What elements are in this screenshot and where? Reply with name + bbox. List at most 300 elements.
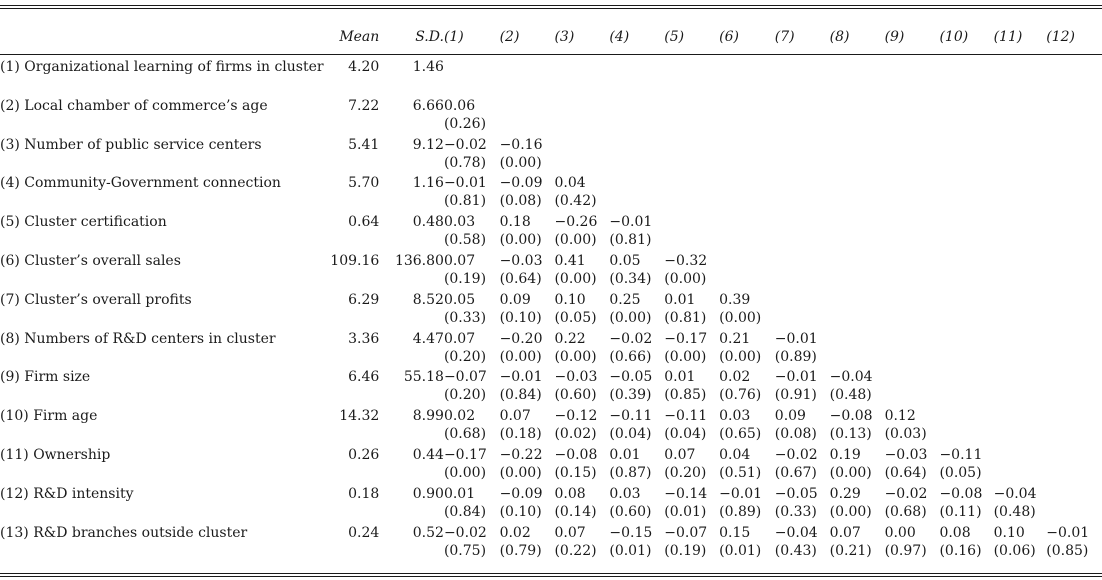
correlation-cell <box>1046 213 1102 252</box>
table-row <box>0 213 1102 252</box>
p-value: (0.02) <box>554 426 597 443</box>
correlation-coefficient: 0.06 <box>443 97 476 114</box>
correlation-cell <box>500 252 555 291</box>
correlation-cell <box>554 252 609 291</box>
p-value: (0.20) <box>443 387 487 404</box>
correlation-cell <box>719 58 775 97</box>
correlation-cell <box>664 291 719 330</box>
p-value: (0.11) <box>939 503 982 520</box>
correlation-cell <box>444 368 500 407</box>
header-col-4: (4) <box>609 29 630 45</box>
p-value: (0.21) <box>829 542 872 559</box>
header-variable <box>0 28 324 54</box>
correlation-cell <box>1046 291 1102 330</box>
p-value: (0.03) <box>884 426 927 443</box>
correlation-coefficient: −0.01 <box>443 175 487 192</box>
correlation-coefficient: 0.18 <box>499 214 531 231</box>
correlation-coefficient: −0.04 <box>829 369 873 386</box>
p-value: (0.33) <box>774 503 817 520</box>
correlation-coefficient: 0.09 <box>499 291 531 308</box>
correlation-cell <box>609 446 664 485</box>
p-value: (0.19) <box>443 270 487 287</box>
p-value: (0.78) <box>443 154 487 171</box>
correlation-cell <box>775 136 830 175</box>
p-value: (0.81) <box>664 309 707 326</box>
p-value: (0.43) <box>774 542 817 559</box>
correlation-cell <box>500 524 555 563</box>
table-row <box>0 524 1102 563</box>
sd-value: 8.52 <box>412 291 444 308</box>
correlation-cell <box>719 485 775 524</box>
correlation-cell <box>775 407 830 446</box>
p-value: (0.00) <box>499 464 542 481</box>
p-value: (0.01) <box>609 542 652 559</box>
correlation-coefficient: −0.02 <box>774 446 818 463</box>
p-value: (0.75) <box>443 542 487 559</box>
p-value: (0.00) <box>609 309 652 326</box>
correlation-coefficient: 0.00 <box>884 524 916 541</box>
sd-value: 1.16 <box>412 175 444 192</box>
correlation-cell <box>830 97 885 136</box>
top-rule <box>0 5 1102 6</box>
header-mean: Mean <box>339 29 380 45</box>
header-col-3: (3) <box>554 29 575 45</box>
correlation-cell <box>719 97 775 136</box>
correlation-cell <box>500 368 555 407</box>
correlation-cell <box>830 58 885 97</box>
mean-value: 3.36 <box>348 330 380 347</box>
correlation-coefficient: −0.11 <box>939 446 983 463</box>
correlation-cell <box>500 58 555 97</box>
correlation-cell <box>664 407 719 446</box>
correlation-cell <box>719 524 775 563</box>
p-value: (0.00) <box>554 270 597 287</box>
correlation-coefficient: 0.09 <box>774 408 806 425</box>
correlation-cell <box>1046 136 1102 175</box>
p-value: (0.04) <box>609 426 652 443</box>
p-value: (0.06) <box>993 542 1036 559</box>
table-row <box>0 446 1102 485</box>
variable-label: (6) Cluster’s overall sales <box>0 252 181 269</box>
p-value: (0.01) <box>719 542 762 559</box>
correlation-cell <box>994 524 1047 563</box>
p-value: (0.00) <box>664 270 707 287</box>
correlation-coefficient: −0.09 <box>499 175 543 192</box>
p-value: (0.00) <box>443 464 487 481</box>
p-value: (0.65) <box>719 426 762 443</box>
variable-label: (5) Cluster certification <box>0 214 167 231</box>
correlation-cell <box>994 174 1047 213</box>
p-value: (0.51) <box>719 464 762 481</box>
correlation-cell <box>775 174 830 213</box>
p-value: (0.20) <box>664 464 707 481</box>
header-col-12: (12) <box>1046 29 1075 45</box>
p-value: (0.91) <box>774 387 817 404</box>
correlation-cell <box>939 485 993 524</box>
p-value: (0.81) <box>443 193 487 210</box>
top-rule-inner <box>0 8 1102 9</box>
correlation-cell <box>664 136 719 175</box>
correlation-cell <box>554 136 609 175</box>
correlation-cell <box>609 58 664 97</box>
variable-label: (10) Firm age <box>0 408 98 425</box>
sd-value: 0.48 <box>412 214 444 231</box>
correlation-coefficient: 0.05 <box>609 252 641 269</box>
correlation-coefficient: −0.02 <box>443 524 487 541</box>
p-value: (0.97) <box>884 542 927 559</box>
p-value: (0.26) <box>443 115 487 132</box>
p-value: (0.34) <box>609 270 652 287</box>
correlation-cell <box>994 97 1047 136</box>
correlation-cell <box>609 97 664 136</box>
correlation-cell <box>994 330 1047 369</box>
table-row <box>0 58 1102 97</box>
p-value: (0.00) <box>719 309 762 326</box>
header-col-7: (7) <box>774 29 795 45</box>
correlation-coefficient: −0.03 <box>499 252 543 269</box>
header-col-9: (9) <box>884 29 905 45</box>
correlation-coefficient: 0.01 <box>609 446 641 463</box>
correlation-coefficient: 0.07 <box>443 330 476 347</box>
correlation-coefficient: 0.07 <box>499 408 531 425</box>
correlation-coefficient: 0.08 <box>554 485 586 502</box>
correlation-cell <box>444 58 500 97</box>
p-value: (0.01) <box>664 503 707 520</box>
correlation-cell <box>994 368 1047 407</box>
correlation-cell <box>775 446 830 485</box>
sd-value: 0.44 <box>412 446 444 463</box>
correlation-cell <box>885 368 940 407</box>
p-value: (0.89) <box>719 503 762 520</box>
correlation-cell <box>609 291 664 330</box>
table-row <box>0 407 1102 446</box>
correlation-coefficient: −0.01 <box>609 214 653 231</box>
correlation-coefficient: −0.03 <box>884 446 928 463</box>
header-sd: S.D. <box>415 29 444 45</box>
correlation-cell <box>939 291 993 330</box>
correlation-cell <box>719 446 775 485</box>
p-value: (0.20) <box>443 348 487 365</box>
table-row <box>0 291 1102 330</box>
correlation-coefficient: −0.08 <box>829 408 873 425</box>
correlation-coefficient: 0.03 <box>609 485 641 502</box>
p-value: (0.00) <box>499 232 542 249</box>
p-value: (0.33) <box>443 309 487 326</box>
p-value: (0.00) <box>554 348 597 365</box>
p-value: (0.22) <box>554 542 597 559</box>
correlation-coefficient: −0.07 <box>443 369 487 386</box>
correlation-cell <box>500 213 555 252</box>
correlation-coefficient: 0.01 <box>443 485 476 502</box>
correlation-cell <box>609 524 664 563</box>
p-value: (0.68) <box>884 503 927 520</box>
correlation-cell <box>719 291 775 330</box>
correlation-coefficient: 0.07 <box>664 446 696 463</box>
variable-label: (1) Organizational learning of firms in cluster <box>0 59 324 75</box>
correlation-coefficient: −0.15 <box>609 524 653 541</box>
correlation-coefficient: −0.08 <box>554 446 598 463</box>
correlation-cell <box>554 58 609 97</box>
header-col-11: (11) <box>993 29 1023 45</box>
header-col-10: (10) <box>939 29 969 45</box>
correlation-cell <box>939 136 993 175</box>
correlation-coefficient: −0.11 <box>664 408 708 425</box>
correlation-coefficient: −0.02 <box>443 136 487 153</box>
correlation-cell <box>1046 58 1102 97</box>
correlation-coefficient: 0.39 <box>719 291 751 308</box>
p-value: (0.85) <box>1046 542 1089 559</box>
p-value: (0.60) <box>554 387 597 404</box>
sd-value: 1.46 <box>412 59 444 75</box>
correlation-cell <box>444 97 500 136</box>
correlation-cell <box>664 58 719 97</box>
correlation-cell <box>554 174 609 213</box>
correlation-coefficient: 0.15 <box>719 524 751 541</box>
table-row <box>0 252 1102 291</box>
p-value: (0.84) <box>499 387 542 404</box>
p-value: (0.00) <box>829 503 872 520</box>
p-value: (0.84) <box>443 503 487 520</box>
correlation-coefficient: 0.07 <box>829 524 861 541</box>
correlation-coefficient: −0.14 <box>664 485 708 502</box>
correlation-cell <box>719 213 775 252</box>
sd-value: 8.99 <box>412 408 444 425</box>
correlation-coefficient: 0.03 <box>443 214 476 231</box>
p-value: (0.00) <box>719 348 762 365</box>
correlation-coefficient: 0.02 <box>443 408 476 425</box>
correlation-cell <box>830 136 885 175</box>
correlation-cell <box>830 174 885 213</box>
correlation-coefficient: 0.02 <box>499 524 531 541</box>
correlation-cell <box>444 252 500 291</box>
correlation-cell <box>444 330 500 369</box>
header-col-2: (2) <box>499 29 520 45</box>
correlation-coefficient: 0.25 <box>609 291 641 308</box>
p-value: (0.89) <box>774 348 817 365</box>
p-value: (0.10) <box>499 309 542 326</box>
correlation-cell <box>885 213 940 252</box>
correlation-coefficient: −0.22 <box>499 446 543 463</box>
correlation-cell <box>830 291 885 330</box>
sd-value: 9.12 <box>412 136 444 153</box>
table-body <box>0 58 1102 562</box>
p-value: (0.67) <box>774 464 817 481</box>
correlation-cell <box>554 97 609 136</box>
correlation-cell <box>830 485 885 524</box>
p-value: (0.16) <box>939 542 982 559</box>
p-value: (0.04) <box>664 426 707 443</box>
p-value: (0.76) <box>719 387 762 404</box>
correlation-coefficient: 0.08 <box>939 524 971 541</box>
correlation-cell <box>554 330 609 369</box>
correlation-coefficient: −0.05 <box>609 369 653 386</box>
p-value: (0.15) <box>554 464 597 481</box>
variable-label: (12) R&D intensity <box>0 485 134 502</box>
correlation-cell <box>775 97 830 136</box>
variable-label: (11) Ownership <box>0 446 111 463</box>
variable-label: (7) Cluster’s overall profits <box>0 291 192 308</box>
correlation-coefficient: −0.09 <box>499 485 543 502</box>
correlation-cell <box>444 485 500 524</box>
mean-value: 7.22 <box>348 97 380 114</box>
correlation-table <box>0 28 1102 562</box>
p-value: (0.14) <box>554 503 597 520</box>
correlation-cell <box>1046 407 1102 446</box>
p-value: (0.00) <box>554 232 597 249</box>
p-value: (0.64) <box>884 464 927 481</box>
correlation-cell <box>775 58 830 97</box>
mean-value: 0.18 <box>348 485 380 502</box>
bottom-rule-inner <box>0 573 1102 574</box>
correlation-cell <box>609 252 664 291</box>
correlation-cell <box>500 446 555 485</box>
correlation-cell <box>719 368 775 407</box>
mean-value: 5.70 <box>348 175 380 192</box>
p-value: (0.00) <box>499 348 542 365</box>
correlation-coefficient: −0.32 <box>664 252 708 269</box>
correlation-cell <box>719 136 775 175</box>
correlation-cell <box>775 291 830 330</box>
correlation-coefficient: −0.01 <box>774 330 818 347</box>
table-row <box>0 368 1102 407</box>
correlation-cell <box>830 524 885 563</box>
correlation-coefficient: 0.22 <box>554 330 586 347</box>
correlation-cell <box>609 330 664 369</box>
correlation-coefficient: −0.07 <box>664 524 708 541</box>
header-row <box>0 28 1102 54</box>
correlation-cell <box>994 407 1047 446</box>
correlation-cell <box>554 368 609 407</box>
sd-value: 55.18 <box>403 369 444 386</box>
correlation-coefficient: −0.12 <box>554 408 598 425</box>
correlation-cell <box>444 174 500 213</box>
correlation-cell <box>830 252 885 291</box>
correlation-cell <box>830 407 885 446</box>
correlation-cell <box>444 213 500 252</box>
mean-value: 6.46 <box>348 369 380 386</box>
correlation-cell <box>500 174 555 213</box>
variable-label: (4) Community-Government connection <box>0 175 281 192</box>
correlation-coefficient: 0.05 <box>443 291 476 308</box>
correlation-cell <box>664 524 719 563</box>
correlation-coefficient: −0.20 <box>499 330 543 347</box>
correlation-cell <box>885 524 940 563</box>
correlation-cell <box>885 174 940 213</box>
p-value: (0.42) <box>554 193 597 210</box>
correlation-coefficient: 0.02 <box>719 369 751 386</box>
correlation-cell <box>885 485 940 524</box>
correlation-cell <box>1046 252 1102 291</box>
p-value: (0.48) <box>829 387 872 404</box>
p-value: (0.00) <box>664 348 707 365</box>
correlation-cell <box>830 330 885 369</box>
correlation-cell <box>939 446 993 485</box>
p-value: (0.39) <box>609 387 652 404</box>
correlation-cell <box>939 174 993 213</box>
correlation-coefficient: 0.12 <box>884 408 916 425</box>
p-value: (0.05) <box>939 464 982 481</box>
correlation-cell <box>939 368 993 407</box>
p-value: (0.08) <box>774 426 817 443</box>
correlation-cell <box>994 291 1047 330</box>
correlation-cell <box>1046 174 1102 213</box>
correlation-cell <box>500 97 555 136</box>
correlation-cell <box>994 136 1047 175</box>
correlation-cell <box>939 252 993 291</box>
correlation-cell <box>554 524 609 563</box>
correlation-cell <box>885 407 940 446</box>
p-value: (0.79) <box>499 542 542 559</box>
p-value: (0.87) <box>609 464 652 481</box>
sd-value: 0.90 <box>412 485 444 502</box>
correlation-coefficient: −0.04 <box>993 485 1037 502</box>
correlation-cell <box>664 485 719 524</box>
correlation-cell <box>554 446 609 485</box>
correlation-coefficient: −0.17 <box>664 330 708 347</box>
correlation-cell <box>885 446 940 485</box>
correlation-coefficient: −0.01 <box>719 485 763 502</box>
variable-label: (8) Numbers of R&D centers in cluster <box>0 330 276 347</box>
correlation-coefficient: 0.21 <box>719 330 751 347</box>
correlation-coefficient: −0.08 <box>939 485 983 502</box>
correlation-coefficient: −0.17 <box>443 446 487 463</box>
table-row <box>0 136 1102 175</box>
p-value: (0.64) <box>499 270 542 287</box>
header-col-6: (6) <box>719 29 739 45</box>
variable-label: (13) R&D branches outside cluster <box>0 524 248 541</box>
variable-label: (3) Number of public service centers <box>0 136 262 153</box>
correlation-coefficient: 0.29 <box>829 485 861 502</box>
correlation-cell <box>830 368 885 407</box>
p-value: (0.18) <box>499 426 542 443</box>
correlation-cell <box>609 485 664 524</box>
correlation-cell <box>830 213 885 252</box>
correlation-cell <box>664 174 719 213</box>
p-value: (0.48) <box>993 503 1036 520</box>
variable-label: (2) Local chamber of commerce’s age <box>0 97 268 114</box>
mean-value: 6.29 <box>348 291 380 308</box>
correlation-cell <box>444 136 500 175</box>
correlation-cell <box>719 174 775 213</box>
sd-value: 4.47 <box>412 330 444 347</box>
p-value: (0.85) <box>664 387 707 404</box>
correlation-cell <box>664 252 719 291</box>
correlation-cell <box>939 213 993 252</box>
header-col-8: (8) <box>829 29 850 45</box>
correlation-cell <box>830 446 885 485</box>
correlation-cell <box>500 291 555 330</box>
sd-value: 136.80 <box>394 252 444 269</box>
p-value: (0.81) <box>609 232 652 249</box>
correlation-coefficient: 0.19 <box>829 446 861 463</box>
sd-value: 6.66 <box>412 97 444 114</box>
correlation-cell <box>554 485 609 524</box>
correlation-cell <box>664 368 719 407</box>
sd-value: 0.52 <box>412 524 444 541</box>
correlation-cell <box>500 485 555 524</box>
correlation-cell <box>775 330 830 369</box>
correlation-coefficient: −0.05 <box>774 485 818 502</box>
p-value: (0.58) <box>443 232 487 249</box>
correlation-coefficient: 0.10 <box>993 524 1025 541</box>
correlation-coefficient: −0.11 <box>609 408 653 425</box>
correlation-cell <box>939 97 993 136</box>
correlation-coefficient: 0.07 <box>443 252 476 269</box>
correlation-cell <box>775 368 830 407</box>
correlation-cell <box>885 252 940 291</box>
correlation-cell <box>885 330 940 369</box>
p-value: (0.19) <box>664 542 707 559</box>
